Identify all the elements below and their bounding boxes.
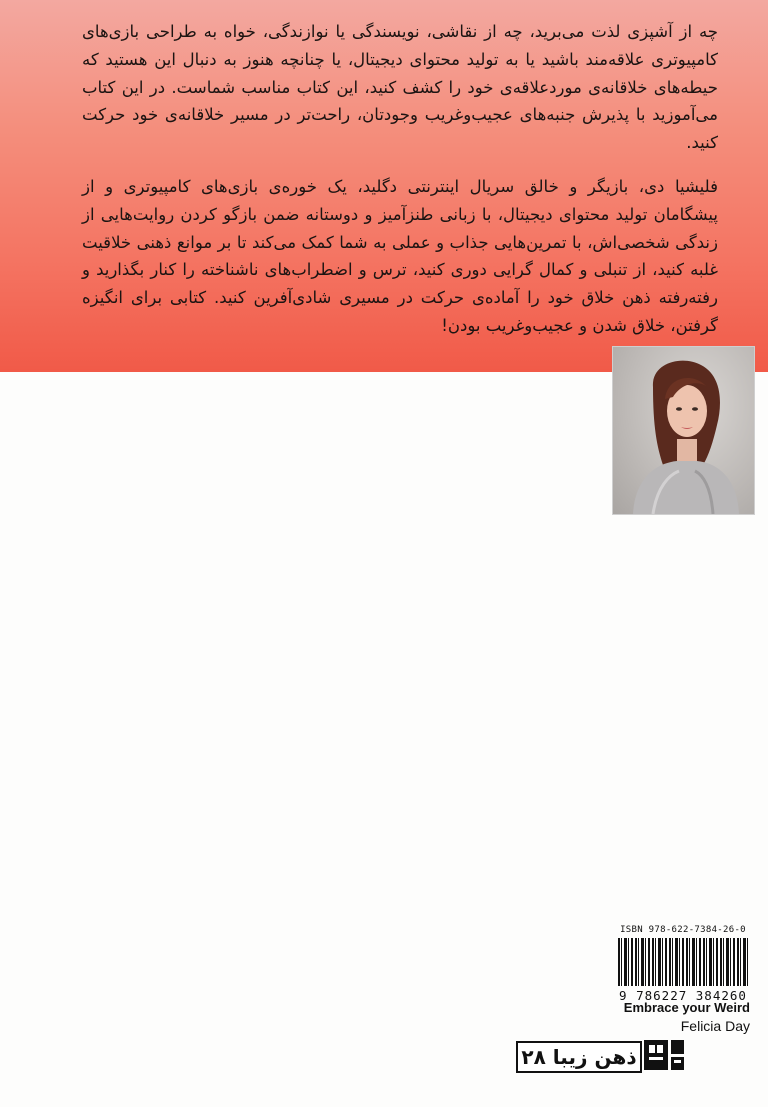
barcode-bars	[618, 938, 748, 986]
blurb-paragraph-1: چه از آشپزی لذت می‌برید، چه از نقاشی، نویسندگی یا نوازندگی، خواه به طراحی بازی‌های کامپیوتری علاقه‌مند باشید یا به تولید محتوای دیجیتال، یا چنانچه هنوز به دنبال این هستید که حیطه‌های خلاقانه‌ی موردعلاقه‌ی خود را کشف کنید، این کتاب مناسب شماست. در این کتاب می‌آموزید با پذیرش جنبه‌های عجیب‌وغریب وجودتان، راحت‌تر در مسیر خلاقانه‌ی خود حرکت کنید.	[82, 22, 718, 153]
series-label: ذهن زیبا ۲۸	[516, 1041, 642, 1073]
author-portrait-illustration	[613, 347, 754, 514]
back-cover-blurb	[82, 18, 718, 356]
book-title-english: Embrace your Weird	[623, 1000, 750, 1015]
isbn-label: ISBN 978-622-7384-26-0	[620, 925, 746, 935]
book-author-english: Felicia Day	[680, 1018, 750, 1034]
author-photo	[612, 346, 755, 515]
isbn-barcode	[612, 925, 754, 1003]
barcode-digits: 9 786227 384260	[619, 988, 747, 1003]
blurb-paragraph-2: فلیشیا دی، بازیگر و خالق سریال اینترنتی دگلید، یک خوره‌ی بازی‌های کامپیوتری و از پیشگامان تولید محتوای دیجیتال، با زبانی طنزآمیز و دوستانه ضمن بازگو کردن روایت‌هایی از زندگی شخصی‌اش، با تمرین‌هایی جذاب و عملی به شما کمک می‌کند تا بر موانع ذهنی خلاقیت غلبه کنید، از تنبلی و کمال گرایی دوری کنید، ترس و اضطراب‌های ناشناخته را کنار بگذارید و رفته‌رفته ذهن خلاق خود را آماده‌ی حرکت در مسیری شادی‌آفرین کنید. کتابی برای انگیزه گرفتن، خلاق شدن و عجیب‌وغریب بودن!	[82, 176, 718, 335]
publisher-logo	[644, 1040, 684, 1072]
publisher-logo-mark	[644, 1040, 684, 1072]
